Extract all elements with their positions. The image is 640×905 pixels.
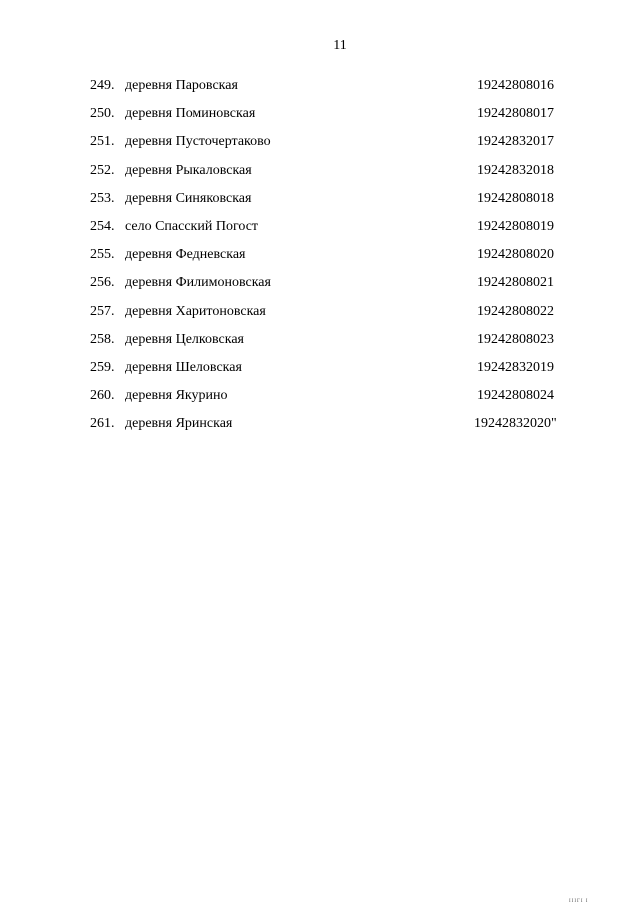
list-item [0, 190, 640, 218]
footer-scan-mark: IIIГI I [569, 899, 589, 904]
settlement-name: деревня Федневская [125, 247, 246, 263]
item-number: 253. [90, 190, 115, 206]
list-item [0, 162, 640, 190]
item-number: 249. [90, 78, 115, 93]
settlement-name: деревня Рыкаловская [125, 162, 252, 178]
settlement-code: 19242808018 [477, 190, 554, 206]
item-number: 258. [90, 331, 115, 347]
item-number: 254. [90, 218, 115, 234]
settlement-list [0, 77, 640, 443]
settlement-code: 19242832019 [477, 359, 554, 375]
settlement-code: 19242808020 [477, 247, 554, 263]
settlement-name: деревня Целковская [125, 331, 244, 347]
settlement-name: деревня Филимоновская [125, 275, 271, 291]
item-number: 261. [90, 416, 115, 432]
settlement-name: деревня Паровская [125, 78, 238, 93]
settlement-code: 19242808022 [477, 303, 554, 319]
list-item [0, 246, 640, 274]
settlement-code: 19242808019 [477, 218, 554, 234]
page-number: 11 [333, 38, 347, 53]
settlement-code: 19242832018 [477, 162, 554, 178]
settlement-code: 19242832020" [474, 416, 557, 432]
settlement-name: деревня Яринская [125, 416, 233, 432]
settlement-code: 19242832017 [477, 134, 554, 150]
item-number: 251. [90, 134, 115, 150]
settlement-name: деревня Поминовская [125, 106, 256, 122]
settlement-name: село Спасский Погост [125, 218, 259, 234]
list-item [0, 303, 640, 331]
list-item [0, 105, 640, 133]
settlement-name: деревня Синяковская [125, 190, 252, 206]
list-item [0, 331, 640, 359]
item-number: 256. [90, 275, 115, 291]
settlement-code: 19242808023 [477, 331, 554, 347]
list-item [0, 133, 640, 161]
list-item [0, 218, 640, 246]
item-number: 255. [90, 247, 115, 263]
item-number: 257. [90, 303, 115, 319]
list-item [0, 77, 640, 105]
item-number: 252. [90, 162, 115, 178]
settlement-code: 19242808024 [477, 388, 554, 404]
settlement-name: деревня Якурино [125, 388, 228, 404]
settlement-name: деревня Пусточертаково [125, 134, 271, 150]
settlement-code: 19242808021 [477, 275, 554, 291]
settlement-name: деревня Харитоновская [125, 303, 266, 319]
settlement-code: 19242808017 [477, 106, 554, 122]
settlement-code: 19242808016 [477, 78, 554, 93]
list-item [0, 387, 640, 415]
item-number: 259. [90, 359, 115, 375]
item-number: 250. [90, 106, 115, 122]
settlement-name: деревня Шеловская [125, 359, 242, 375]
list-item [0, 359, 640, 387]
list-item [0, 415, 640, 443]
list-item [0, 274, 640, 302]
item-number: 260. [90, 388, 115, 404]
